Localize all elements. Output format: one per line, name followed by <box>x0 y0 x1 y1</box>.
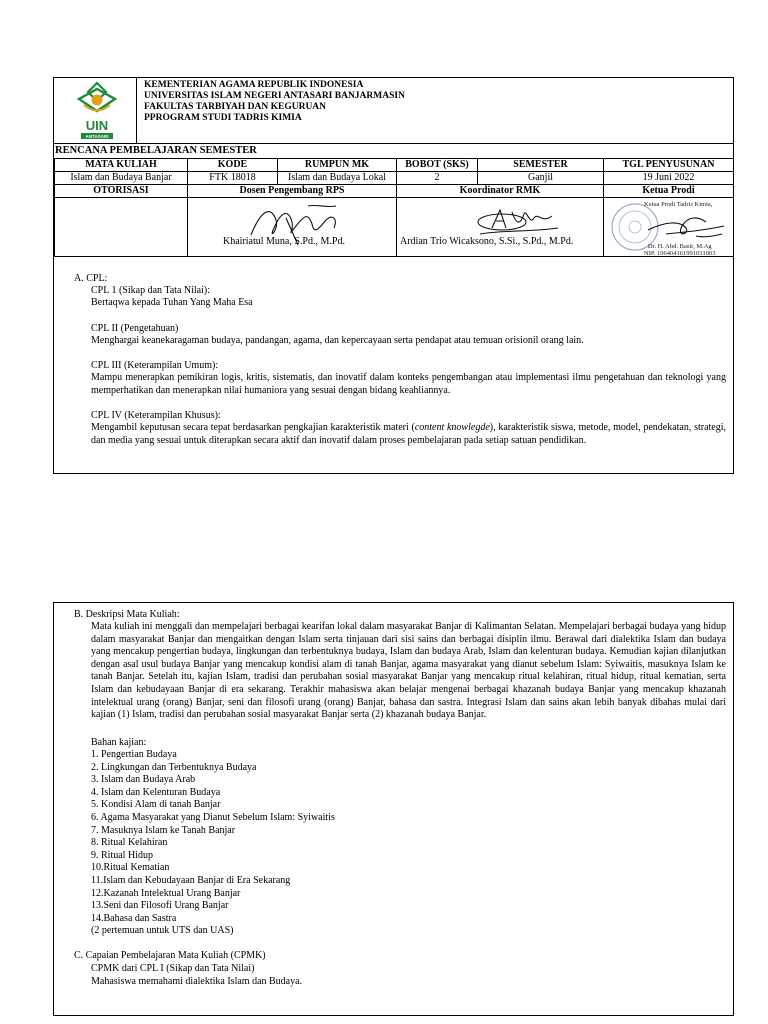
deskripsi-heading: B. Deskripsi Mata Kuliah: <box>74 609 180 620</box>
header-koordinator: Koordinator RMK <box>397 185 604 198</box>
ketua-signature <box>646 212 726 242</box>
cpl4-text-italic: content knowlegde <box>414 422 490 433</box>
institution-line: FAKULTAS TARBIYAH DAN KEGURUAN <box>144 102 327 112</box>
cpl1-text: Bertaqwa kepada Tuhan Yang Maha Esa <box>91 297 253 308</box>
bahan-label: Bahan kajian: <box>91 737 147 748</box>
list-item: 12.Kazanah Intelektual Urang Banjar <box>91 887 241 899</box>
institution-line: PPROGRAM STUDI TADRIS KIMIA <box>144 113 302 123</box>
list-item: 13.Seni dan Filosofi Urang Banjar <box>91 900 229 912</box>
value-mata-kuliah: Islam dan Budaya Banjar <box>55 172 188 185</box>
cpl1-title: CPL 1 (Sikap dan Tata Nilai): <box>91 285 211 296</box>
header-otorisasi: OTORISASI <box>55 185 188 198</box>
institution-header <box>54 78 733 144</box>
cpl3-text: Mampu menerapkan pemikiran logis, kritis, sistematis, dan inovatif dalam konteks pengembangan atau implementasi ilmu pengetahuan dan teknologi yang memperhatikan dan menerapkan nilai humaniora yang sesuai dengan bidang keahliannya. <box>91 372 726 396</box>
cpl4-text <box>91 422 726 447</box>
list-item: 3. Islam dan Budaya Arab <box>91 774 196 786</box>
bahan-list <box>91 749 335 938</box>
ketua-nip: NIP. 196404161991031003 <box>644 250 716 257</box>
list-item: (2 pertemuan untuk UTS dan UAS) <box>91 925 234 937</box>
list-item: 10.Ritual Kematian <box>91 862 170 874</box>
uin-antasari-logo <box>72 81 122 141</box>
header-rumpun-mk: RUMPUN MK <box>278 159 397 172</box>
value-rumpun-mk: Islam dan Budaya Lokal <box>278 172 397 185</box>
logo-cell <box>54 78 137 143</box>
ketua-name-block <box>644 243 716 257</box>
koordinator-signature-cell <box>397 198 604 257</box>
list-item: 6. Agama Masyarakat yang Dianut Sebelum Islam: Syiwaitis <box>91 811 335 823</box>
value-bobot: 2 <box>397 172 478 185</box>
description-section <box>53 602 734 1016</box>
cpl4-text-part: ), karakteristik siswa, metode, model, pendekatan, strategi, dan media yang sesuai untuk diterapkan secara aktif dan inovatif dalam proses pembelajaran pada setiap satuan pendidikan. <box>91 422 726 446</box>
institution-lines <box>144 80 405 124</box>
header-dosen-pengembang: Dosen Pengembang RPS <box>188 185 397 198</box>
rps-header-section <box>53 77 734 474</box>
deskripsi-text: Mata kuliah ini menggali dan mempelajari berbagai kearifan lokal dalam masyarakat Banjar di Kalimantan Selatan. Mempelajari berbagai budaya yang hidup dalam masyarakat Banjar dan mengaitkan dengan Islam serta tinjauan dari sisi sains dan berbagai disiplin ilmu. Berawal dari dialektika Islam dan budaya yang mencakup pengertian budaya, lingkungan dan terbentuknya budaya, Islam dan budaya Arab, Islam dan kelenturan budaya. Kemudian kajian dilanjutkan dengan asal usul budaya Banjar yang mencakup kondisi alam di tanah Banjar, agama masyarakat yang dianut sebelum Islam: Syiwaitis, masuknya Islam ke tanah Banjar. Setelah itu, kajian Islam, tradisi dan perubahan sosial masyarakat Banjar yang mencakup ritual kelahiran, ritual hidup, ritual kematian, serta Islam dan kebudayaan Banjar di era sekarang. Terakhir mahasiswa akan belajar mengenai berbagai khazanah budaya Banjar yang mencakup khazanah intelektual urang (orang) Banjar, seni dan filosofi urang (orang) Banjar, bahasa dan sastra. Integrasi Islam dan sains akan lebih banyak dibahas mulai dari kajian (1) Islam, tradisi dan perubahan sosial masyarakat Banjar serta (2) khazanah budaya Banjar. <box>91 621 726 721</box>
value-kode: FTK 18018 <box>188 172 278 185</box>
dosen-name: Khairiatul Muna, S.Pd., M.Pd. <box>223 236 345 247</box>
course-info-table <box>54 158 734 257</box>
table-value-row <box>55 172 734 185</box>
koordinator-name: Ardian Trio Wicaksono, S.Si., S.Pd., M.Pd. <box>400 236 574 247</box>
cpl4-text-part: Mengambil keputusan secara tepat berdasarkan pengkajian karakteristik materi ( <box>91 422 415 433</box>
cpl3-title: CPL III (Keterampilan Umum): <box>91 360 219 371</box>
cpl-heading: A. CPL: <box>74 273 108 284</box>
table-header-row <box>55 159 734 172</box>
header-kode: KODE <box>188 159 278 172</box>
svg-text:ANTASARI: ANTASARI <box>85 134 109 139</box>
cpmk-text: Mahasiswa memahami dialektika Islam dan Budaya. <box>91 976 303 987</box>
dosen-signature-cell <box>188 198 397 257</box>
value-tgl: 19 Juni 2022 <box>604 172 734 185</box>
institution-line: KEMENTERIAN AGAMA REPUBLIK INDONESIA <box>144 80 364 90</box>
list-item: 4. Islam dan Kelenturan Budaya <box>91 786 221 798</box>
list-item: 11.Islam dan Kebudayaan Banjar di Era Sekarang <box>91 874 291 886</box>
cpl2-text: Menghargai keanekaragaman budaya, pandangan, agama, dan kepercayaan serta pendapat atau temuan orisionil orang lain. <box>91 335 584 346</box>
svg-text:UIN: UIN <box>85 118 109 133</box>
header-mata-kuliah: MATA KULIAH <box>55 159 188 172</box>
document-title: RENCANA PEMBELAJARAN SEMESTER <box>55 145 257 156</box>
list-item: 14.Bahasa dan Sastra <box>91 912 177 924</box>
header-bobot: BOBOT (SKS) <box>397 159 478 172</box>
header-semester: SEMESTER <box>478 159 604 172</box>
cpmk-heading: C. Capaian Pembelajaran Mata Kuliah (CPMK) <box>74 950 266 961</box>
list-item: 7. Masuknya Islam ke Tanah Banjar <box>91 824 236 836</box>
institution-line: UNIVERSITAS ISLAM NEGERI ANTASARI BANJARMASIN <box>144 91 405 101</box>
cpl4-title: CPL IV (Keterampilan Khusus): <box>91 410 221 421</box>
list-item: 9. Ritual Hidup <box>91 849 153 861</box>
signature-row <box>55 198 734 257</box>
list-item: 8. Ritual Kelahiran <box>91 837 168 849</box>
authorization-header-row <box>55 185 734 198</box>
value-semester: Ganjil <box>478 172 604 185</box>
list-item: 2. Lingkungan dan Terbentuknya Budaya <box>91 761 257 773</box>
ketua-signature-cell <box>604 198 734 257</box>
header-ketua-prodi: Ketua Prodi <box>604 185 734 198</box>
signature-empty-cell <box>55 198 188 257</box>
cpmk-sub: CPMK dari CPL I (Sikap dan Tata Nilai) <box>91 963 255 974</box>
header-tgl: TGL PENYUSUNAN <box>604 159 734 172</box>
cpl2-title: CPL II (Pengetahuan) <box>91 323 179 334</box>
ketua-caption: Ketua Prodi Tadris Kimia, <box>644 201 713 208</box>
list-item: 5. Kondisi Alam di tanah Banjar <box>91 799 221 811</box>
ketua-name: Dr. H. Abd. Basir, M.Ag <box>647 243 712 250</box>
list-item: 1. Pengertian Budaya <box>91 749 177 760</box>
